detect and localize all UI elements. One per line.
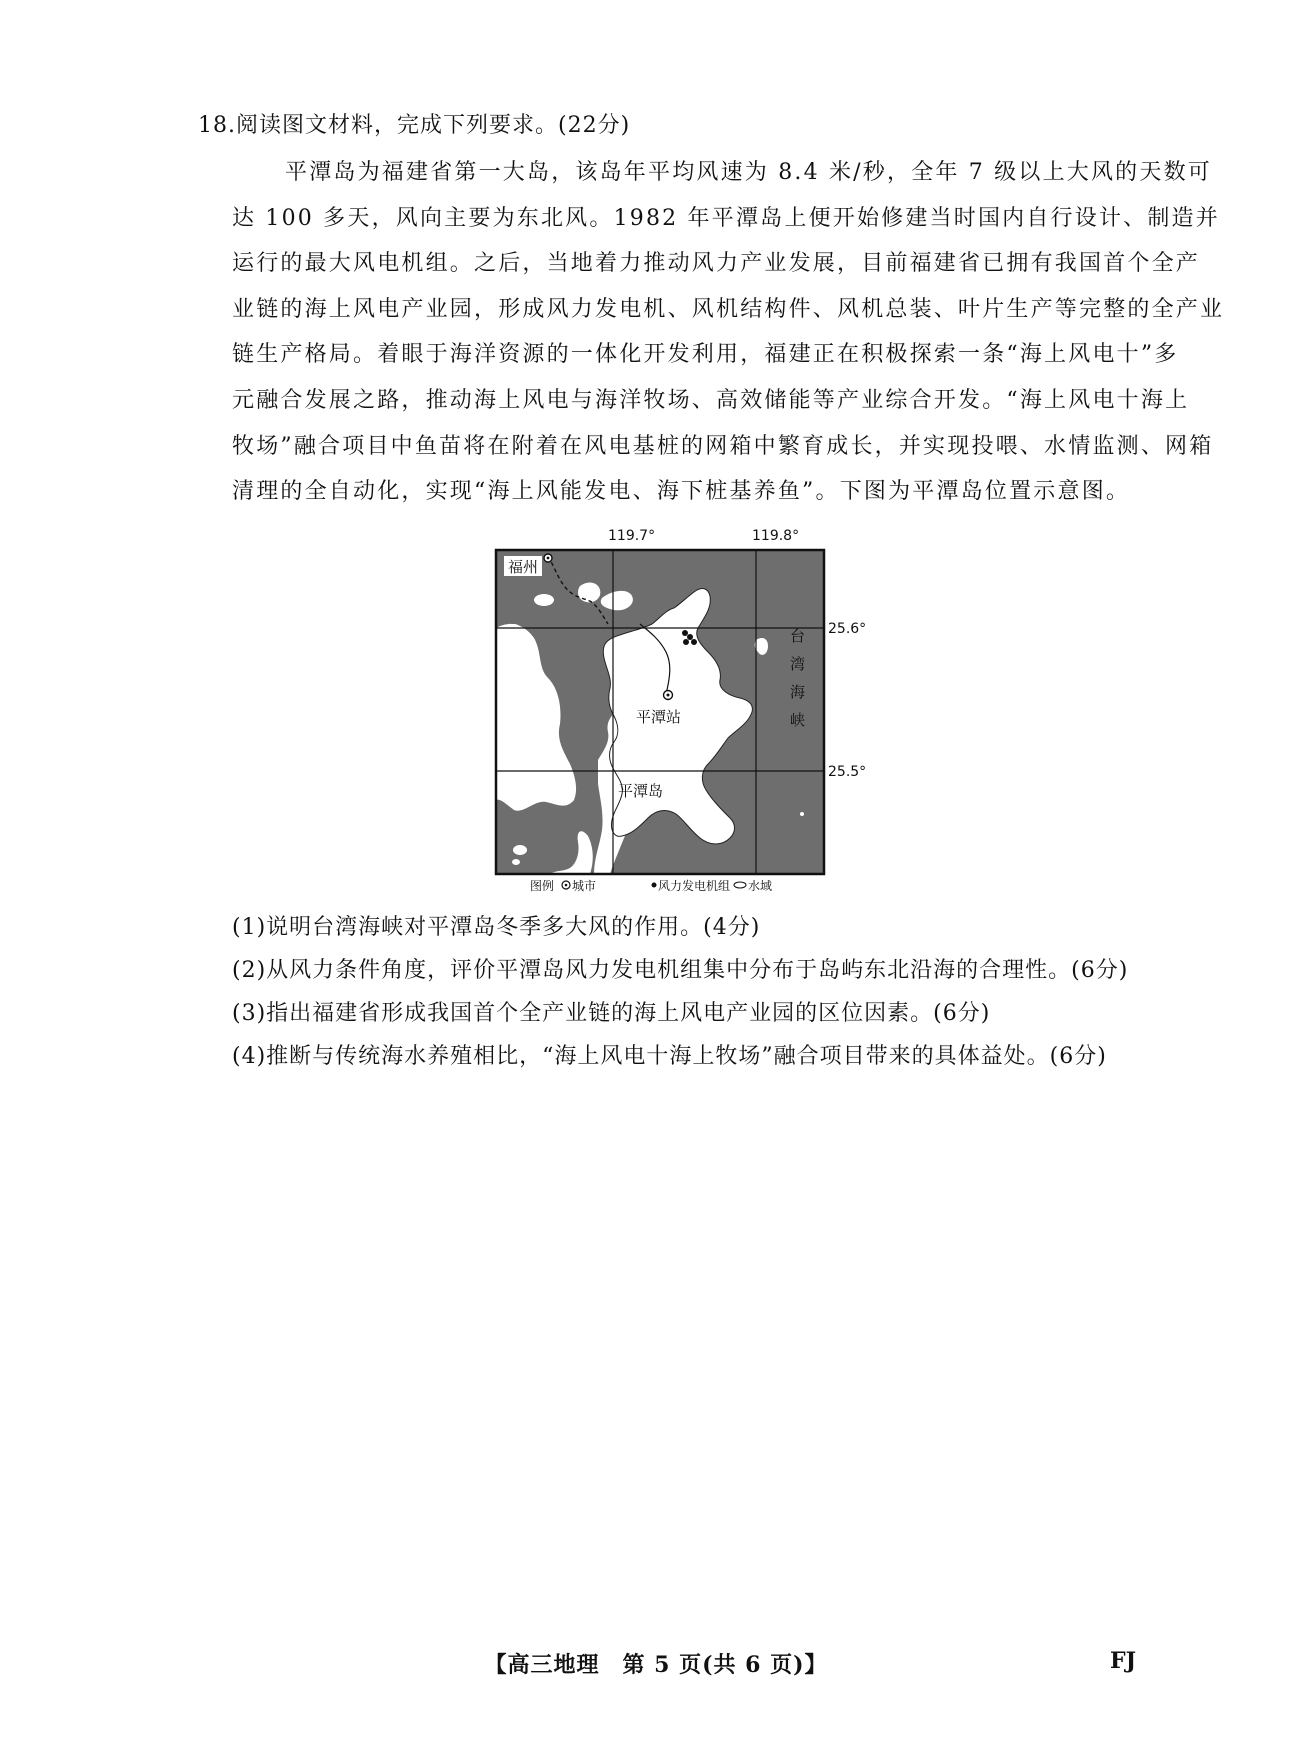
turbine-marker [682,630,688,636]
material-paragraph [232,150,1225,515]
turbine-marker [687,634,693,640]
lat-label-25-6: 25.6° [828,621,867,637]
paragraph-line: 业链的海上风电产业园，形成风力发电机、风机结构件、风机总装、叶片生产等完整的全产业 [232,296,1225,322]
paragraph-line: 达 100 多天，风向主要为东北风。1982 年平潭岛上便开始修建当时国内自行设计、制造并 [232,205,1220,231]
paragraph-line: 运行的最大风电机组。之后，当地着力推动风力产业发展，目前福建省已拥有我国首个全产 [232,251,1201,277]
strait-label-char: 海 [790,683,806,701]
paragraph-line: 平潭岛为福建省第一大岛，该岛年平均风速为 8.4 米/秒，全年 7 级以上大风的天数可 [285,160,1212,185]
legend-water-symbol [734,882,746,888]
pingtan-station-label: 平潭站 [636,708,682,726]
turbine-marker [683,639,689,645]
sub-question-4: (4)推断与传统海水养殖相比，“海上风电十海上牧场”融合项目带来的具体益处。(6分) [232,1044,1107,1069]
island-water-2 [578,583,600,603]
strait-label-char: 峡 [790,711,806,729]
island-water-5 [513,845,527,855]
island-water-1 [534,594,554,606]
pingtan-island-label: 平潭岛 [618,782,664,800]
sub-question-3: (3)指出福建省形成我国首个全产业链的海上风电产业园的区位因素。(6分) [232,1001,991,1026]
paragraph-line: 元融合发展之路，推动海上风电与海洋牧场、高效储能等产业综合开发。“海上风电十海上 [232,387,1190,413]
legend-city-label: 城市 [572,879,597,893]
legend-turbine-label: 风力发电机组 [658,879,731,893]
strait-label-char: 湾 [790,655,806,673]
paragraph-line: 清理的全自动化，实现“海上风能发电、海下桩基养鱼”。下图为平潭岛位置示意图。 [232,479,1131,505]
legend-water-label: 水域 [748,879,773,893]
legend-title: 图例 [530,879,555,893]
lon-label-119-7: 119.7° [608,528,656,544]
island-water-6 [512,859,520,865]
region-code: FJ [1110,1648,1137,1674]
question-title: 18.阅读图文材料，完成下列要求。(22分) [198,113,631,138]
sub-question-2: (2)从风力条件角度，评价平潭岛风力发电机组集中分布于岛屿东北沿海的合理性。(6分) [232,958,1129,983]
lon-label-119-8: 119.8° [752,528,800,544]
lat-label-25-5: 25.5° [828,764,867,780]
paragraph-line: 牧场”融合项目中鱼苗将在附着在风电基桩的网箱中繁育成长，并实现投喂、水情监测、网箱 [232,433,1214,459]
pingtan-location-map [490,528,867,893]
turbine-marker [691,639,697,645]
page-footer: 【高三地理 第 5 页(共 6 页)】 [484,1652,828,1678]
sub-question-1: (1)说明台湾海峡对平潭岛冬季多大风的作用。(4分) [232,915,761,940]
fuzhou-label: 福州 [508,558,539,576]
legend-turbine-symbol [652,883,657,888]
strait-label-char: 台 [790,627,806,645]
paragraph-line: 链生产格局。着眼于海洋资源的一体化开发利用，福建正在积极探索一条“海上风电十”多 [232,342,1179,368]
east-islet-2 [800,812,804,816]
